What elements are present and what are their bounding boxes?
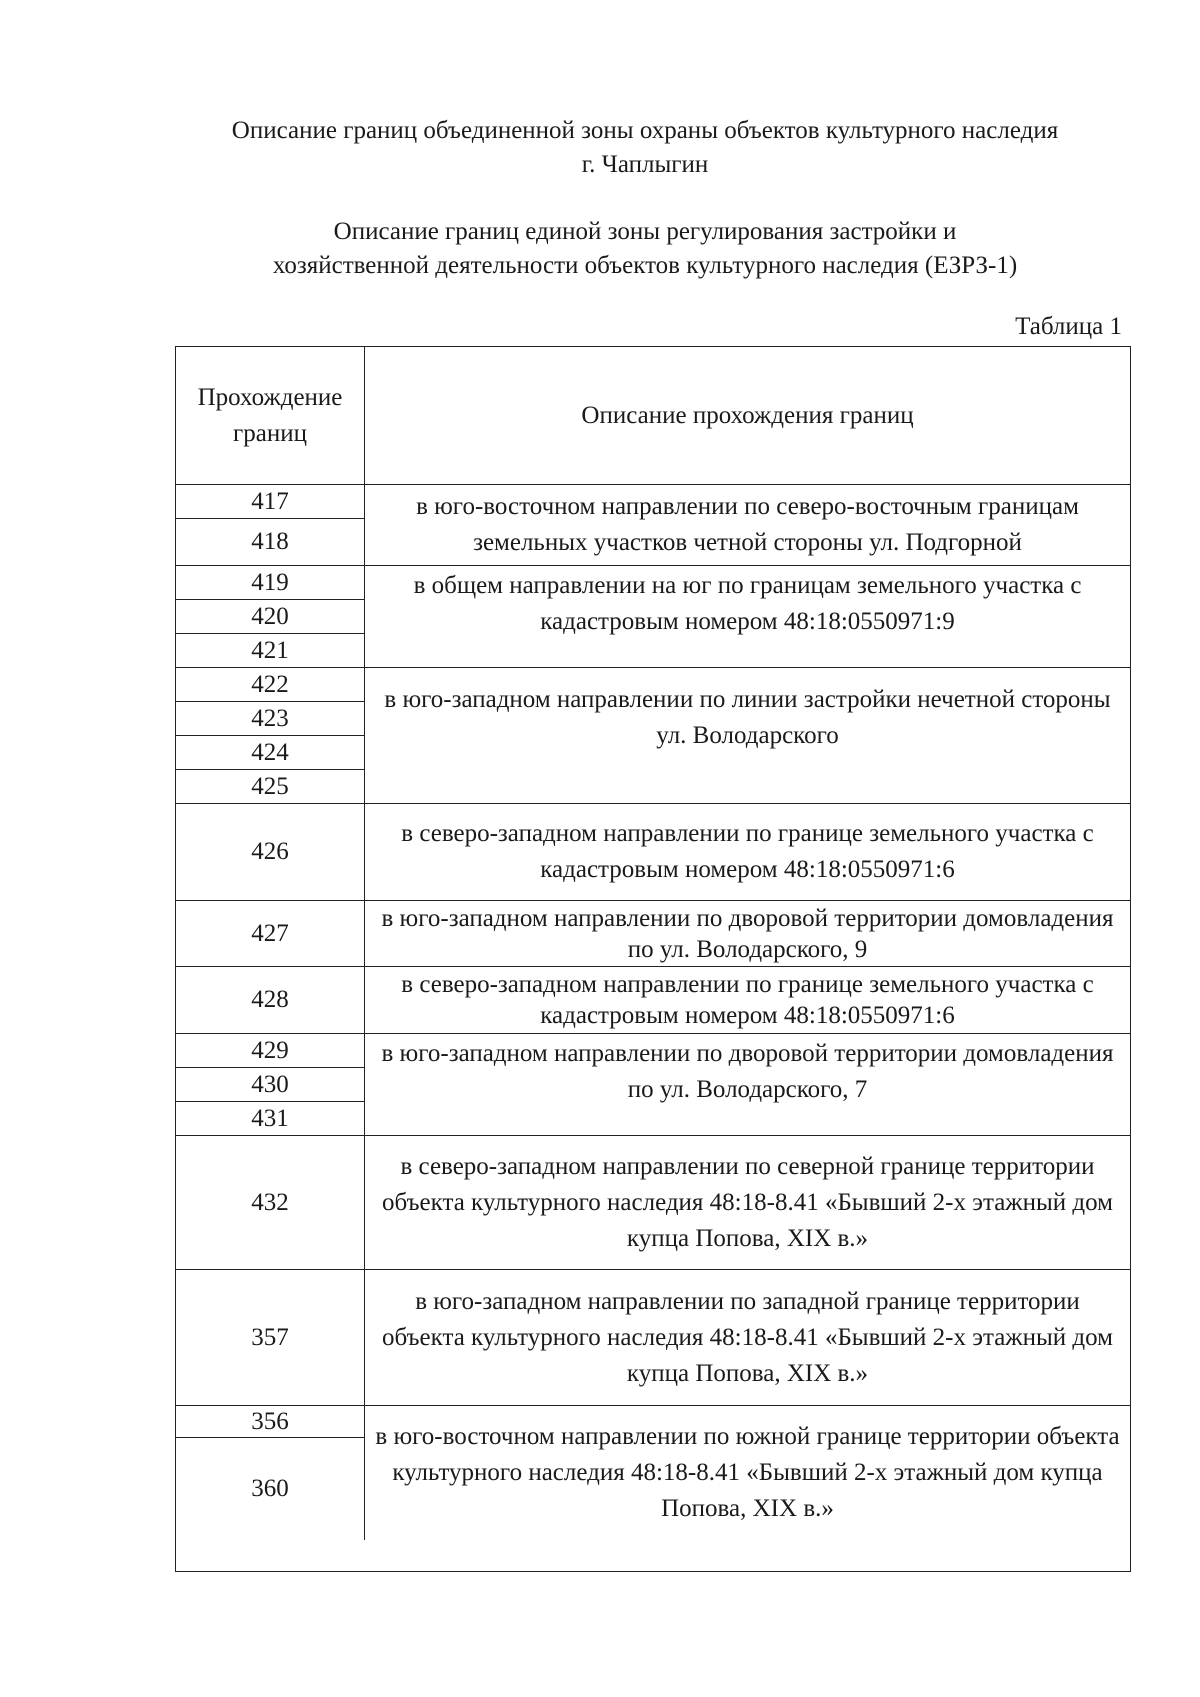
document-title: Описание границ объединенной зоны охраны объектов культурного наследия г. Чаплыгин bbox=[231, 117, 1059, 178]
description-cell: в юго-восточном направлении по северо-восточным границам земельных участков четной стороны ул. Подгорной bbox=[365, 485, 1130, 566]
point-cell: 431 bbox=[176, 1102, 365, 1136]
point-cell: 421 bbox=[176, 634, 365, 668]
point-cell: 430 bbox=[176, 1068, 365, 1102]
point-cell: 425 bbox=[176, 770, 365, 804]
point-cell: 357 bbox=[176, 1270, 365, 1406]
boundary-table bbox=[175, 346, 1131, 1572]
point-cell: 428 bbox=[176, 967, 365, 1034]
description-cell: в северо-западном направлении по границе земельного участка с кадастровым номером 48:18:0550971:6 bbox=[365, 804, 1130, 901]
description-cell: в юго-западном направлении по линии застройки нечетной стороны ул. Володарского bbox=[365, 668, 1130, 804]
description-cell: в юго-западном направлении по дворовой территории домовладения по ул. Володарского, 9 bbox=[365, 901, 1130, 967]
point-cell: 423 bbox=[176, 702, 365, 736]
point-cell: 418 bbox=[176, 519, 365, 566]
point-cell: 419 bbox=[176, 566, 365, 600]
description-cell: в северо-западном направлении по северной границе территории объекта культурного наследия 48:18-8.41 «Бывший 2-х этажный дом купца Попова, XIX в.» bbox=[365, 1136, 1130, 1270]
description-cell: в северо-западном направлении по границе земельного участка с кадастровым номером 48:18:0550971:6 bbox=[365, 967, 1130, 1034]
point-cell: 432 bbox=[176, 1136, 365, 1270]
point-cell: 429 bbox=[176, 1034, 365, 1068]
point-cell: 426 bbox=[176, 804, 365, 901]
document-subtitle: Описание границ единой зоны регулирования застройки и хозяйственной деятельности объектов культурного наследия (ЕЗРЗ-1) bbox=[272, 218, 1018, 279]
header-description: Описание прохождения границ bbox=[365, 347, 1130, 485]
point-cell: 417 bbox=[176, 485, 365, 519]
description-cell: в юго-западном направлении по дворовой территории домовладения по ул. Володарского, 7 bbox=[365, 1034, 1130, 1136]
description-cell: в юго-западном направлении по западной границе территории объекта культурного наследия 48:18-8.41 «Бывший 2-х этажный дом купца Попова, XIX в.» bbox=[365, 1270, 1130, 1406]
point-cell: 424 bbox=[176, 736, 365, 770]
point-cell: 420 bbox=[176, 600, 365, 634]
header-points: Прохождение границ bbox=[176, 347, 365, 485]
description-cell: в общем направлении на юг по границам земельного участка с кадастровым номером 48:18:0550971:9 bbox=[365, 566, 1130, 668]
point-cell: 427 bbox=[176, 901, 365, 967]
point-cell: 360 bbox=[176, 1438, 365, 1540]
table-caption: Таблица 1 bbox=[1015, 313, 1122, 340]
point-cell: 422 bbox=[176, 668, 365, 702]
description-cell: в юго-восточном направлении по южной границе территории объекта культурного наследия 48:18-8.41 «Бывший 2-х этажный дом купца Попова, XIX в.» bbox=[375, 1423, 1120, 1522]
point-cell: 356 bbox=[176, 1406, 365, 1438]
